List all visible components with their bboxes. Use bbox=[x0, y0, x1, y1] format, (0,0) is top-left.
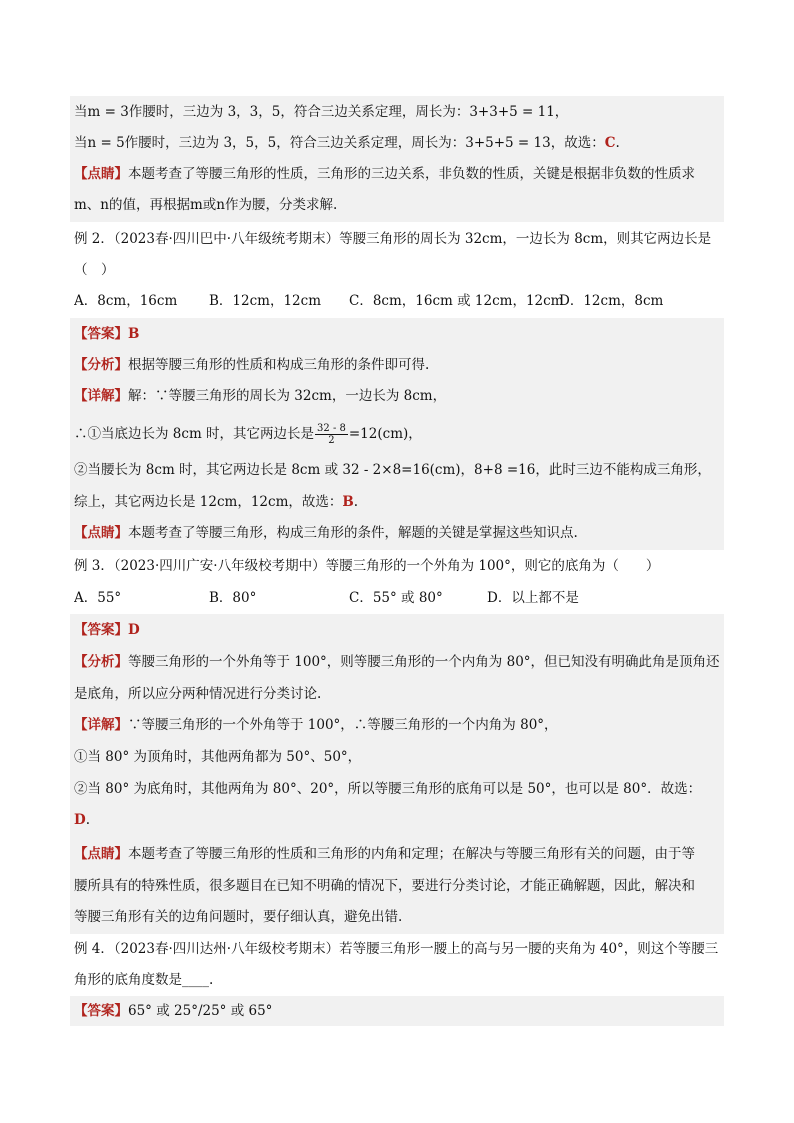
ex2-answer bbox=[74, 322, 722, 346]
ex2-analysis bbox=[74, 353, 722, 377]
ex2-title-line-2: （ ） bbox=[74, 262, 115, 278]
ex3-detail-line-4 bbox=[74, 808, 722, 832]
ex2-detail-line-3: ②当腰长为 8cm 时，其它两边长是 8cm 或 32 - 2×8=16(cm)，8+8 =16，此时三边不能构成三角形， bbox=[74, 462, 711, 478]
prev-tip-text-1: 本题考查了等腰三角形的性质，三角形的三边关系，非负数的性质，关键是根据非负数的性质求 bbox=[128, 166, 695, 182]
ex3-tip-tag: 【点睛】 bbox=[74, 846, 128, 862]
ex4-title-line-2: 角形的底角度数是____. bbox=[74, 972, 214, 988]
ex2-fraction-denominator: 2 bbox=[328, 435, 335, 446]
ex3-title: 例 3．（2023·四川广安·八年级校考期中）等腰三角形的一个外角为 100°，则它的底角为（ ） bbox=[74, 558, 660, 574]
ex3-analysis-line-2: 是底角，所以应分两种情况进行分类讨论. bbox=[74, 686, 322, 702]
ex3-option-c: C．55° 或 80° bbox=[349, 590, 443, 606]
ex2-option-b: B．12cm，12cm bbox=[209, 293, 322, 309]
ex2-fraction bbox=[315, 423, 348, 446]
ex3-tip-text-1: 本题考查了等腰三角形的性质和三角形的内角和定理；在解决与等腰三角形有关的问题，由于等 bbox=[128, 846, 695, 862]
ex3-option-a: A．55° bbox=[74, 590, 122, 606]
ex2-options bbox=[74, 289, 722, 313]
ex3-answer bbox=[74, 618, 722, 642]
ex2-detail-text-4: 综上，其它两边长是 12cm，12cm，故选： bbox=[74, 494, 343, 510]
ex3-detail-answer: D bbox=[74, 812, 86, 828]
ex3-detail-line-3: ②当 80° 为底角时，其他两角为 80°、20°，所以等腰三角形的底角可以是 50°，也可以是 80°．故选： bbox=[74, 781, 702, 797]
ex2-detail-line-1 bbox=[74, 384, 722, 408]
ex3-analysis-line-1 bbox=[74, 650, 722, 674]
ex2-option-c: C．8cm，16cm 或 12cm，12cm bbox=[349, 293, 564, 309]
ex2-tip-text: 本题考查了等腰三角形，构成三角形的条件，解题的关键是掌握这些知识点. bbox=[128, 525, 578, 541]
ex2-analysis-tag: 【分析】 bbox=[74, 357, 128, 373]
ex3-detail-line-1 bbox=[74, 713, 722, 737]
ex2-detail-tag: 【详解】 bbox=[74, 388, 128, 404]
prev-line-2 bbox=[74, 131, 722, 155]
ex3-detail-text-1: ∵等腰三角形的一个外角等于 100°，∴等腰三角形的一个内角为 80°， bbox=[128, 717, 558, 733]
ex2-detail-answer: B bbox=[342, 494, 354, 510]
ex2-fraction-numerator: 32 - 8 bbox=[317, 423, 346, 434]
ex3-options bbox=[74, 586, 722, 610]
prev-answer-choice: C bbox=[604, 135, 616, 151]
ex4-answer-value: 65° 或 25°/25° 或 65° bbox=[128, 1003, 273, 1019]
ex4-title-line-1: 例 4．（2023春·四川达州·八年级校考期末）若等腰三角形一腰上的高与另一腰的夹角为 40°，则这个等腰三 bbox=[74, 941, 719, 957]
ex3-detail-end: . bbox=[85, 812, 91, 828]
prev-tip-tag: 【点睛】 bbox=[74, 166, 128, 182]
ex3-option-d: D．以上都不是 bbox=[487, 590, 579, 606]
ex3-answer-tag: 【答案】 bbox=[74, 622, 128, 638]
prev-line-2-end: . bbox=[615, 135, 620, 151]
ex2-option-a: A．8cm，16cm bbox=[74, 293, 178, 309]
ex2-title-line-1: 例 2．（2023春·四川巴中·八年级统考期末）等腰三角形的周长为 32cm，一边长为 8cm，则其它两边长是 bbox=[74, 231, 712, 247]
ex3-answer-value: D bbox=[128, 622, 140, 638]
ex4-answer bbox=[74, 999, 722, 1023]
ex3-detail-line-2: ①当 80° 为顶角时，其他两角都为 50°、50°， bbox=[74, 749, 362, 765]
prev-tip-line-1 bbox=[74, 162, 722, 186]
ex3-tip-line-1 bbox=[74, 842, 722, 866]
ex2-detail-line-4 bbox=[74, 490, 722, 514]
ex2-tip-tag: 【点睛】 bbox=[74, 525, 128, 541]
ex3-tip-line-2: 腰所具有的特殊性质，很多题目在已知不明确的情况下，要进行分类讨论，才能正确解题，因此，解决和 bbox=[74, 878, 695, 894]
ex4-answer-tag: 【答案】 bbox=[74, 1003, 128, 1019]
prev-tip-line-2: m、n的值，再根据m或n作为腰，分类求解. bbox=[74, 197, 338, 213]
prev-line-1: 当m = 3作腰时，三边为 3，3，5，符合三边关系定理，周长为：3+3+5 = 11， bbox=[74, 104, 569, 120]
ex3-detail-tag: 【详解】 bbox=[74, 717, 128, 733]
ex2-detail-line-2 bbox=[74, 419, 722, 449]
ex2-answer-value: B bbox=[128, 326, 140, 342]
prev-line-2-text: 当n = 5作腰时，三边为 3，5，5，符合三边关系定理，周长为：3+5+5 = 13，故选： bbox=[74, 135, 605, 151]
ex2-answer-tag: 【答案】 bbox=[74, 326, 128, 342]
ex3-analysis-tag: 【分析】 bbox=[74, 654, 128, 670]
ex2-detail-text-2b: =12(cm)， bbox=[348, 426, 422, 442]
ex3-analysis-text-1: 等腰三角形的一个外角等于 100°，则等腰三角形的一个内角为 80°，但已知没有明确此角是顶角还 bbox=[128, 654, 720, 670]
ex2-option-d: D．12cm，8cm bbox=[559, 293, 664, 309]
ex2-detail-text-1: 解：∵等腰三角形的周长为 32cm，一边长为 8cm， bbox=[128, 388, 447, 404]
ex2-analysis-text: 根据等腰三角形的性质和构成三角形的条件即可得. bbox=[128, 357, 430, 373]
ex2-tip bbox=[74, 521, 722, 545]
ex2-detail-end: . bbox=[353, 494, 359, 510]
ex3-tip-line-3: 等腰三角形有关的边角问题时，要仔细认真，避免出错. bbox=[74, 909, 403, 925]
ex3-option-b: B．80° bbox=[209, 590, 257, 606]
ex2-detail-text-2: ∴①当底边长为 8cm 时，其它两边长是 bbox=[74, 426, 315, 442]
